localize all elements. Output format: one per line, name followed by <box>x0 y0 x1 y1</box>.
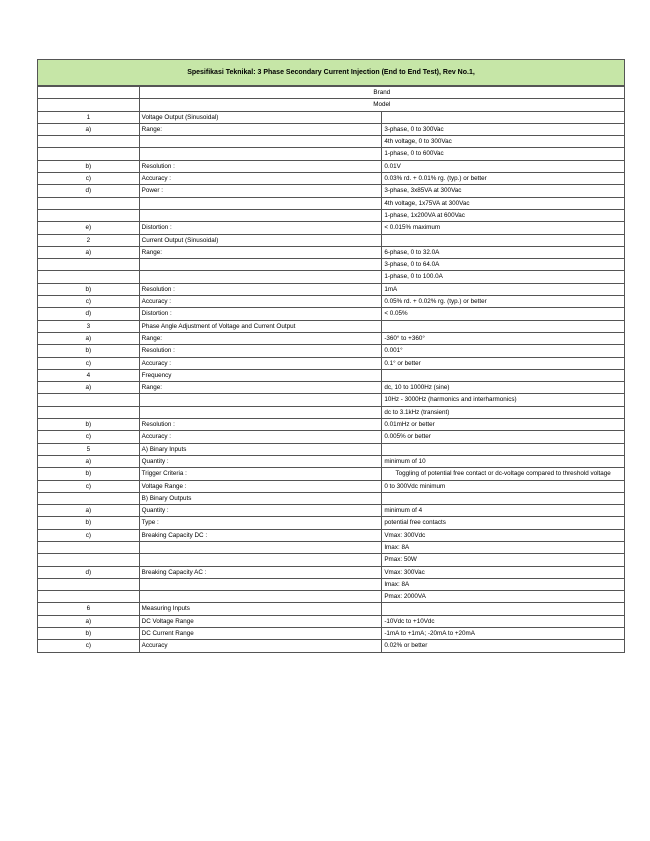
row-number: 1 <box>38 111 140 123</box>
spec-row <box>38 332 625 344</box>
row-value: 0.001° <box>382 345 625 357</box>
row-number <box>38 591 140 603</box>
spec-row <box>38 419 625 431</box>
row-value: minimum of 10 <box>382 455 625 467</box>
row-number: c) <box>38 529 140 541</box>
row-number: 3 <box>38 320 140 332</box>
spec-row <box>38 296 625 308</box>
row-value: 1mA <box>382 283 625 295</box>
row-value: 0.005% or better <box>382 431 625 443</box>
row-value: Imax: 8A <box>382 578 625 590</box>
spec-row <box>38 259 625 271</box>
row-label: B) Binary Outputs <box>139 492 382 504</box>
spec-row <box>38 185 625 197</box>
spec-row <box>38 320 625 332</box>
row-label: Range: <box>139 382 382 394</box>
row-number: 5 <box>38 443 140 455</box>
row-value: 0.02% or better <box>382 640 625 652</box>
row-label: Distortion : <box>139 222 382 234</box>
row-label <box>139 394 382 406</box>
row-value: 4th voltage, 0 to 300Vac <box>382 136 625 148</box>
spec-row <box>38 529 625 541</box>
row-label: Range: <box>139 332 382 344</box>
row-number <box>38 271 140 283</box>
row-number: b) <box>38 160 140 172</box>
spec-row <box>38 369 625 381</box>
row-number <box>38 554 140 566</box>
row-value: potential free contacts <box>382 517 625 529</box>
spec-row <box>38 394 625 406</box>
row-number: c) <box>38 357 140 369</box>
row-label: Resolution : <box>139 345 382 357</box>
sheet-title: Spesifikasi Teknikal: 3 Phase Secondary Current Injection (End to End Test), Rev No.1, <box>37 59 625 86</box>
row-value: 1-phase, 1x200VA at 600Vac <box>382 209 625 221</box>
row-number <box>38 394 140 406</box>
row-number: d) <box>38 185 140 197</box>
row-label: Power : <box>139 185 382 197</box>
row-label: Accuracy : <box>139 296 382 308</box>
row-number: a) <box>38 382 140 394</box>
spec-row <box>38 443 625 455</box>
row-value: Imax: 8A <box>382 541 625 553</box>
row-label <box>139 554 382 566</box>
row-label: Voltage Output (Sinusoidal) <box>139 111 382 123</box>
row-value: < 0.05% <box>382 308 625 320</box>
row-number: d) <box>38 308 140 320</box>
spec-row <box>38 283 625 295</box>
row-value: dc to 3.1kHz (transient) <box>382 406 625 418</box>
spec-row <box>38 492 625 504</box>
row-label <box>139 406 382 418</box>
row-value: 3-phase, 3x85VA at 300Vac <box>382 185 625 197</box>
spec-row <box>38 173 625 185</box>
spec-row <box>38 357 625 369</box>
row-value: dc, 10 to 1000Hz (sine) <box>382 382 625 394</box>
spec-row <box>38 541 625 553</box>
row-label: Breaking Capacity DC : <box>139 529 382 541</box>
row-number: e) <box>38 222 140 234</box>
row-value: 0 to 300Vdc minimum <box>382 480 625 492</box>
spec-row <box>38 197 625 209</box>
spec-row <box>38 431 625 443</box>
row-value: < 0.015% maximum <box>382 222 625 234</box>
row-value: Vmax: 300Vdc <box>382 529 625 541</box>
spec-row <box>38 123 625 135</box>
row-value: 0.01V <box>382 160 625 172</box>
spec-row <box>38 234 625 246</box>
row-label: Accuracy : <box>139 357 382 369</box>
row-label: Resolution : <box>139 160 382 172</box>
spec-sheet <box>37 59 625 653</box>
spec-table <box>37 86 625 653</box>
row-value: -1mA to +1mA; -20mA to +20mA <box>382 628 625 640</box>
row-label: Phase Angle Adjustment of Voltage and Current Output <box>139 320 382 332</box>
row-value: -10Vdc to +10Vdc <box>382 615 625 627</box>
row-label <box>139 591 382 603</box>
row-number <box>38 406 140 418</box>
row-number: 4 <box>38 369 140 381</box>
spec-row <box>38 640 625 652</box>
row-number <box>38 209 140 221</box>
spec-row <box>38 271 625 283</box>
spec-row <box>38 505 625 517</box>
spec-row <box>38 468 625 480</box>
row-value: 0.03% rd. + 0.01% rg. (typ.) or better <box>382 173 625 185</box>
row-label: Resolution : <box>139 419 382 431</box>
row-number <box>38 259 140 271</box>
row-number: 6 <box>38 603 140 615</box>
row-value: 1-phase, 0 to 600Vac <box>382 148 625 160</box>
spec-row <box>38 382 625 394</box>
row-label: Quantity : <box>139 505 382 517</box>
row-label: Breaking Capacity AC : <box>139 566 382 578</box>
row-value: 6-phase, 0 to 32.0A <box>382 246 625 258</box>
row-number: b) <box>38 283 140 295</box>
row-number: b) <box>38 345 140 357</box>
spec-row <box>38 222 625 234</box>
row-value: 4th voltage, 1x75VA at 300Vac <box>382 197 625 209</box>
row-number: c) <box>38 431 140 443</box>
row-number: c) <box>38 296 140 308</box>
row-label: A) Binary Inputs <box>139 443 382 455</box>
row-number: c) <box>38 640 140 652</box>
row-label: Frequency <box>139 369 382 381</box>
row-number: a) <box>38 505 140 517</box>
row-number <box>38 197 140 209</box>
spec-row <box>38 603 625 615</box>
row-number <box>38 136 140 148</box>
row-label: Accuracy <box>139 640 382 652</box>
spec-row <box>38 406 625 418</box>
row-number: d) <box>38 566 140 578</box>
spec-row <box>38 615 625 627</box>
row-label <box>139 197 382 209</box>
row-number <box>38 148 140 160</box>
row-value: 0.1° or better <box>382 357 625 369</box>
spec-row <box>38 517 625 529</box>
row-value <box>382 234 625 246</box>
row-label: Quantity : <box>139 455 382 467</box>
model-row <box>38 99 625 111</box>
row-number: b) <box>38 419 140 431</box>
row-number: a) <box>38 455 140 467</box>
row-number: a) <box>38 332 140 344</box>
row-value <box>382 111 625 123</box>
row-number: b) <box>38 517 140 529</box>
model-label: Model <box>139 99 624 111</box>
row-number <box>38 578 140 590</box>
row-label <box>139 259 382 271</box>
row-value: Toggling of potential free contact or dc-voltage compared to threshold voltage <box>382 468 625 480</box>
row-label: DC Voltage Range <box>139 615 382 627</box>
row-value <box>382 603 625 615</box>
row-value: minimum of 4 <box>382 505 625 517</box>
row-value: 3-phase, 0 to 64.0A <box>382 259 625 271</box>
row-value <box>382 492 625 504</box>
spec-row <box>38 628 625 640</box>
row-value: 1-phase, 0 to 100.0A <box>382 271 625 283</box>
row-number: a) <box>38 246 140 258</box>
row-label <box>139 578 382 590</box>
spec-row <box>38 111 625 123</box>
row-value: Pmax: 50W <box>382 554 625 566</box>
spec-row <box>38 455 625 467</box>
row-label: Accuracy : <box>139 431 382 443</box>
spec-row <box>38 578 625 590</box>
spec-row <box>38 160 625 172</box>
row-number <box>38 492 140 504</box>
spec-row <box>38 246 625 258</box>
spec-row <box>38 345 625 357</box>
brand-label: Brand <box>139 87 624 99</box>
row-value: 3-phase, 0 to 300Vac <box>382 123 625 135</box>
row-label <box>139 148 382 160</box>
row-number: b) <box>38 628 140 640</box>
row-number: a) <box>38 123 140 135</box>
row-label: Measuring Inputs <box>139 603 382 615</box>
row-label: Distortion : <box>139 308 382 320</box>
row-value: 0.01mHz or better <box>382 419 625 431</box>
row-label <box>139 271 382 283</box>
row-value: 0.05% rd. + 0.02% rg. (typ.) or better <box>382 296 625 308</box>
row-value <box>382 320 625 332</box>
row-value: -360° to +360° <box>382 332 625 344</box>
row-label: Accuracy : <box>139 173 382 185</box>
spec-row <box>38 209 625 221</box>
brand-row <box>38 87 625 99</box>
row-value: Vmax: 300Vac <box>382 566 625 578</box>
row-label <box>139 209 382 221</box>
spec-row <box>38 591 625 603</box>
row-number: b) <box>38 468 140 480</box>
row-value <box>382 369 625 381</box>
row-label: Current Output (Sinusoidal) <box>139 234 382 246</box>
row-number: a) <box>38 615 140 627</box>
spec-row <box>38 308 625 320</box>
row-label: Type : <box>139 517 382 529</box>
spec-row <box>38 566 625 578</box>
row-number: c) <box>38 480 140 492</box>
row-label: Voltage Range : <box>139 480 382 492</box>
spec-row <box>38 148 625 160</box>
row-label <box>139 541 382 553</box>
row-label: Resolution : <box>139 283 382 295</box>
spec-row <box>38 136 625 148</box>
row-label: Range: <box>139 123 382 135</box>
row-number: c) <box>38 173 140 185</box>
row-label: DC Current Range <box>139 628 382 640</box>
row-value: 10Hz - 3000Hz (harmonics and interharmonics) <box>382 394 625 406</box>
row-label: Trigger Criteria : <box>139 468 382 480</box>
row-value: Pmax: 2000VA <box>382 591 625 603</box>
row-value <box>382 443 625 455</box>
row-number: 2 <box>38 234 140 246</box>
row-label: Range: <box>139 246 382 258</box>
row-number <box>38 541 140 553</box>
row-label <box>139 136 382 148</box>
spec-row <box>38 480 625 492</box>
spec-row <box>38 554 625 566</box>
